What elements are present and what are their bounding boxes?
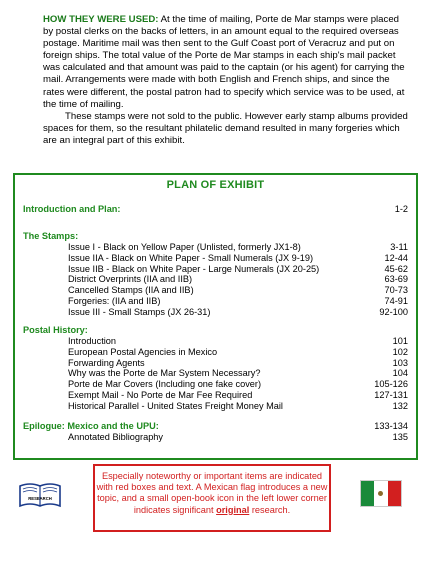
plan-item — [23, 432, 408, 443]
plan-item — [23, 390, 408, 401]
plan-item — [23, 285, 408, 296]
intro-paragraph-1: At the time of mailing, Porte de Mar stamps were placed by postal clerks on the backs of letters, in an amount equal to the required overseas postage. Maritime mail was then sent to the Gulf Coast port of Veracruz and put on foreign ships. The total value of the Porte de Mar stamps in each ship's mail packet was calculated and that amount was paid to the captain (or his agent) for carrying the mail. Arrangements were made with both English and French ships, and since the rates were different, the postal patron had to specify which service was to be used, at the time of mailing. — [43, 14, 405, 110]
legend-note-box — [93, 464, 331, 532]
plan-item — [23, 253, 408, 264]
plan-item-pages: 127-131 — [374, 389, 408, 400]
plan-item-pages: 12-44 — [384, 252, 408, 263]
intro-paragraph-2: These stamps were not sold to the public. However early stamp albums provided spaces for them, so the resultant philatelic demand resulted in many forgeries which are an integral part of this exhibit. — [43, 110, 408, 146]
plan-item-label: Why was the Porte de Mar System Necessary? — [68, 368, 261, 379]
epilogue-list — [23, 432, 408, 443]
plan-item — [23, 274, 408, 285]
plan-item-label: Issue IIB - Black on White Paper - Large Numerals (JX 20-25) — [68, 263, 320, 274]
plan-item-pages: 101 — [392, 336, 408, 346]
plan-item-pages: 70-73 — [384, 285, 408, 296]
section-introduction-label: Introduction and Plan: — [23, 204, 121, 214]
plan-item-label: Issue I - Black on Yellow Paper (Unlisted, formerly JX1-8) — [68, 242, 301, 252]
plan-item — [23, 264, 408, 275]
section-epilogue — [23, 421, 408, 443]
plan-item-label: Porte de Mar Covers (Including one fake cover) — [68, 379, 262, 390]
note-text: Especially noteworthy or important items are indicated with red boxes and text. A Mexican flag introduces a new topic, and a small open-book icon in the left lower corner indicates significant — [96, 471, 328, 515]
plan-item — [23, 368, 408, 379]
plan-item — [23, 307, 408, 318]
plan-item — [23, 401, 408, 412]
section-postal-history — [23, 325, 408, 412]
plan-item-pages: 102 — [392, 346, 408, 357]
plan-item — [23, 336, 408, 347]
plan-item-pages: 104 — [392, 368, 408, 379]
section-epilogue-label: Epilogue: Mexico and the UPU: — [23, 421, 159, 431]
mexican-flag-icon — [360, 480, 402, 507]
section-introduction-pages: 1-2 — [394, 204, 408, 214]
plan-item-label: Issue IIA - Black on White Paper - Small Numerals (JX 9-19) — [68, 252, 314, 263]
book-icon-label: RESEARCH — [28, 496, 52, 501]
section-epilogue-pages: 133-134 — [374, 421, 408, 431]
plan-item-label: Issue III - Small Stamps (JX 26-31) — [68, 306, 211, 317]
plan-item — [23, 242, 408, 253]
plan-of-exhibit-box — [13, 173, 418, 460]
plan-item-pages: 45-62 — [384, 263, 408, 274]
plan-item — [23, 358, 408, 369]
intro-text — [43, 14, 409, 147]
section-introduction — [23, 204, 408, 215]
plan-title: PLAN OF EXHIBIT — [166, 179, 265, 191]
plan-item-label: Historical Parallel - United States Freight Money Mail — [68, 400, 283, 411]
plan-item-pages: 74-91 — [384, 295, 408, 306]
plan-item-pages: 63-69 — [384, 274, 408, 285]
plan-item-pages: 135 — [392, 432, 408, 442]
plan-item-pages: 92-100 — [379, 306, 408, 317]
plan-item — [23, 296, 408, 307]
stamps-list — [23, 242, 408, 318]
plan-item-label: Exempt Mail - No Porte de Mar Fee Required — [68, 389, 253, 400]
plan-item — [23, 347, 408, 358]
plan-item-pages: 105-126 — [374, 379, 408, 390]
section-stamps-label: The Stamps: — [23, 231, 79, 241]
plan-item-label: District Overprints (IIA and IIB) — [68, 274, 193, 285]
note-emphasis: original — [216, 504, 250, 515]
postal-history-list — [23, 336, 408, 412]
plan-item-label: Cancelled Stamps (IIA and IIB) — [68, 285, 194, 296]
intro-heading: HOW THEY WERE USED: — [43, 14, 159, 25]
plan-item-pages: 132 — [392, 400, 408, 411]
plan-item-label: Forwarding Agents — [68, 357, 145, 368]
plan-item-label: Annotated Bibliography — [68, 432, 164, 442]
plan-item-label: Forgeries: (IIA and IIB) — [68, 295, 161, 306]
section-stamps — [23, 231, 408, 318]
plan-item-label: European Postal Agencies in Mexico — [68, 346, 218, 357]
plan-item-label: Introduction — [68, 336, 117, 346]
note-text-end: research. — [249, 504, 291, 515]
flag-emblem — [378, 491, 383, 496]
plan-item-pages: 103 — [392, 357, 408, 368]
open-book-icon — [18, 480, 62, 510]
section-postal-history-label: Postal History: — [23, 325, 88, 335]
plan-item-pages: 3-11 — [390, 242, 408, 252]
plan-item — [23, 379, 408, 390]
